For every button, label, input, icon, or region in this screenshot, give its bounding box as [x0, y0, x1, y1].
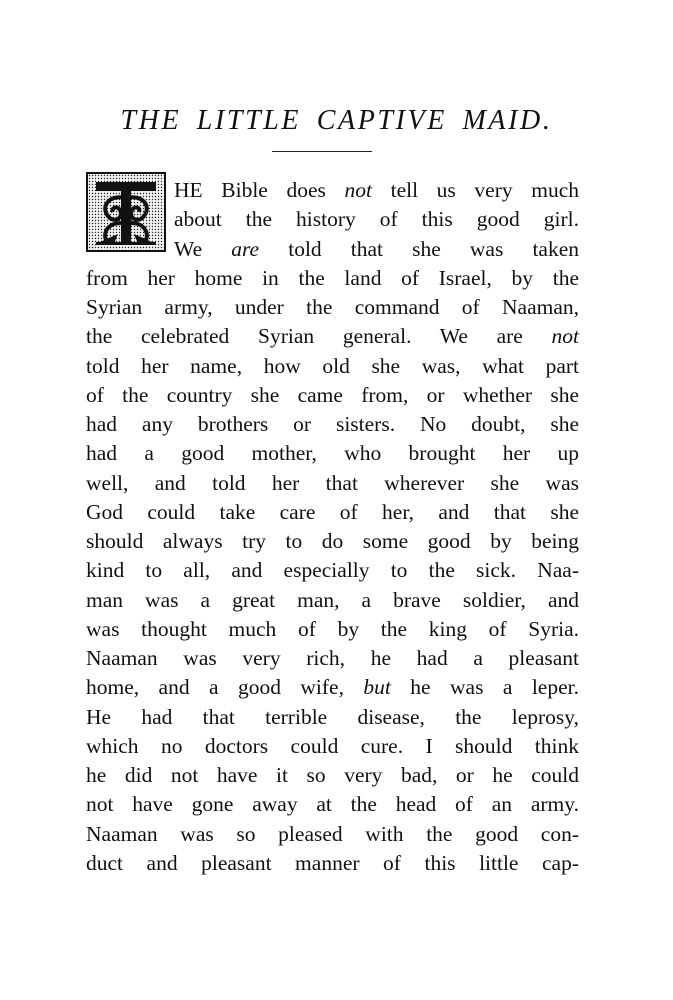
chapter-title: THE LITTLE CAPTIVE MAID.	[120, 105, 553, 136]
emphasis: but	[363, 675, 391, 700]
title-divider	[272, 151, 372, 152]
emphasis: are	[231, 236, 260, 261]
text-line: duct and pleasant manner of this little cap-	[86, 850, 579, 875]
text-line: God could take care of her, and that she	[86, 499, 579, 524]
emphasis: not	[344, 178, 372, 202]
text-line: of the country she came from, or whether she	[86, 382, 579, 407]
text-line: told her name, how old she was, what part	[86, 353, 579, 378]
text-line: which no doctors could cure. I should think	[86, 733, 579, 758]
text-line: well, and told her that wherever she was	[86, 470, 579, 495]
text-line: had a good mother, who brought her up	[86, 441, 579, 466]
emphasis: not	[551, 324, 579, 349]
text-line: the celebrated Syrian general. We are not	[86, 324, 579, 349]
text-line: He had that terrible disease, the leprosy,	[86, 704, 579, 729]
text-line: Syrian army, under the command of Naaman,	[86, 295, 579, 319]
text-line: HE Bible does not tell us very much	[174, 178, 579, 202]
text-line: had any brothers or sisters. No doubt, she	[86, 412, 579, 436]
text-line: home, and a good wife, but he was a leper.	[86, 675, 579, 700]
drop-cap-ornament-icon	[88, 174, 164, 250]
text-line: Naaman was very rich, he had a pleasant	[86, 646, 579, 670]
text-line: from her home in the land of Israel, by the	[86, 265, 579, 290]
text-line: he did not have it so very bad, or he could	[86, 763, 579, 787]
text-line: kind to all, and especially to the sick. Naa-	[86, 558, 579, 583]
text-line: about the history of this good girl.	[174, 207, 579, 232]
text-line: was thought much of by the king of Syria.	[86, 616, 579, 641]
ornamental-drop-cap	[86, 172, 166, 252]
text-line: Naaman was so pleased with the good con-	[86, 821, 579, 846]
text-line: man was a great man, a brave soldier, and	[86, 587, 579, 612]
text-line: We are told that she was taken	[174, 236, 579, 261]
text-line: not have gone away at the head of an army.	[86, 792, 579, 817]
text-line: should always try to do some good by being	[86, 529, 579, 553]
